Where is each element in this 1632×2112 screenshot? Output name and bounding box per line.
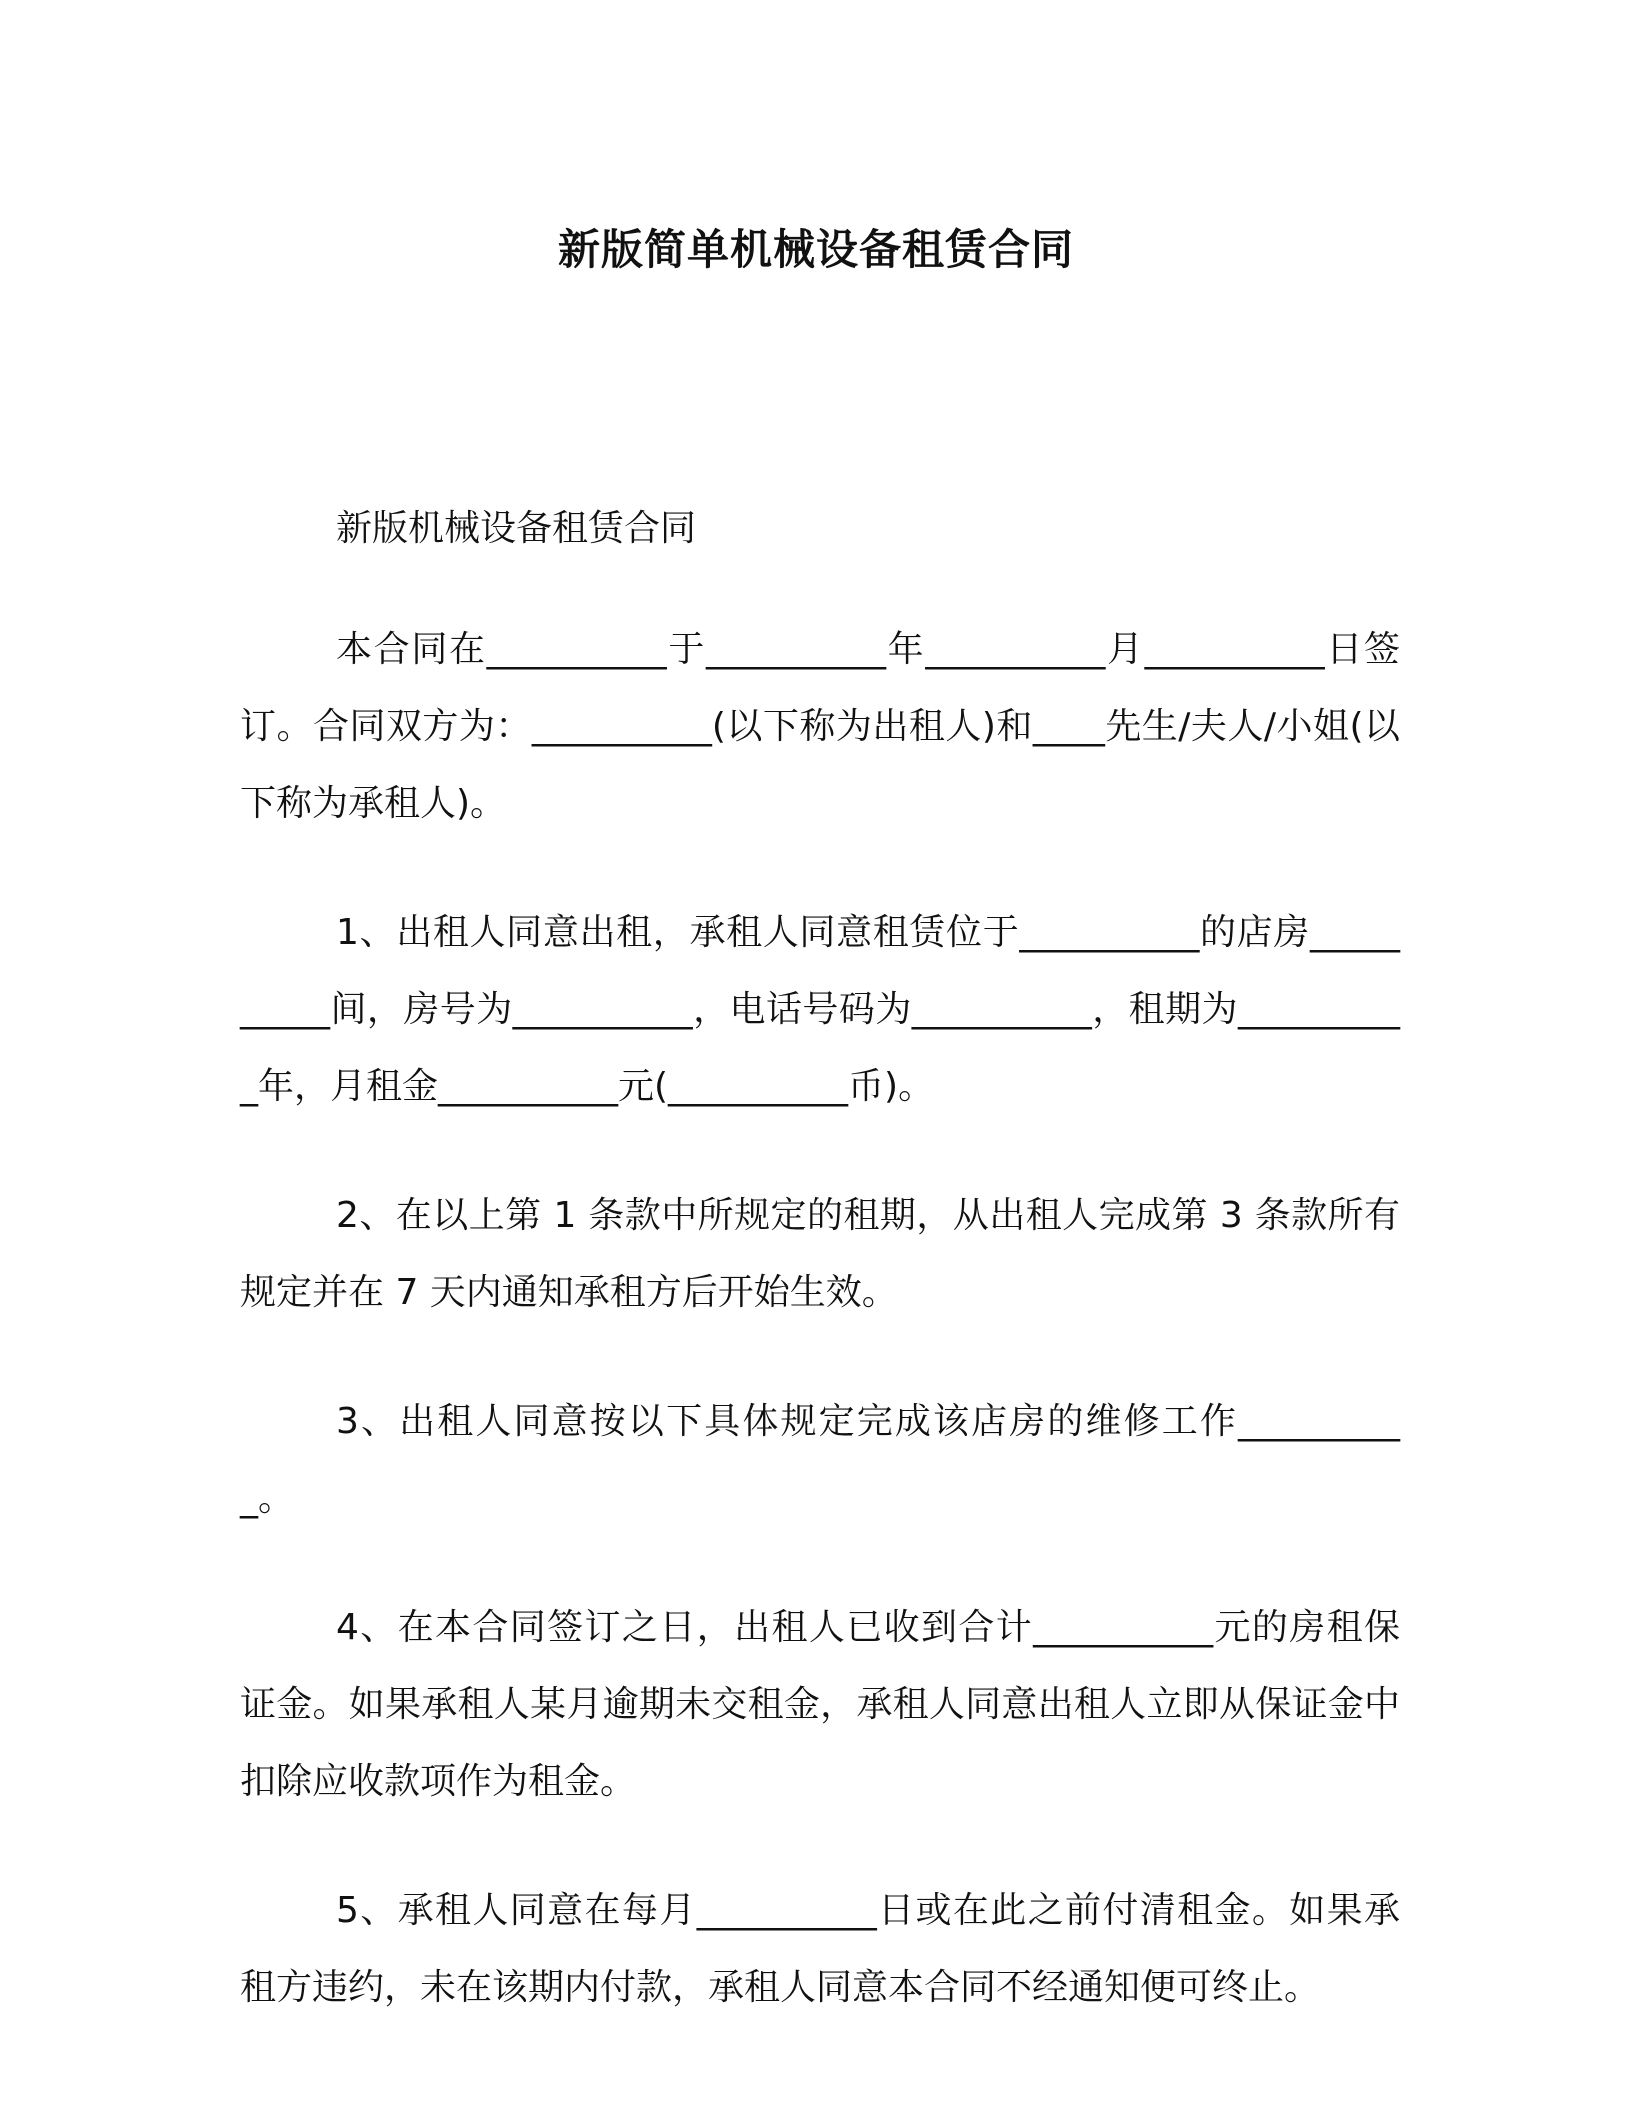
document-subtitle: 新版机械设备租赁合同 <box>336 508 697 549</box>
paragraph-preamble: 本合同在__________于__________年__________月__________日签订。合同双方为：__________(以下称为出租人)和____先生/夫人/小姐(以下称为承租人)。 <box>240 629 1400 824</box>
paragraph-clause-2: 2、在以上第 1 条款中所规定的租期，从出租人完成第 3 条款所有规定并在 7 天内通知承租方后开始生效。 <box>240 1195 1400 1313</box>
paragraph-clause-1: 1、出租人同意出租，承租人同意租赁位于__________的店房__________间，房号为__________，电话号码为__________，租期为__________年，月租金__________元(__________币)。 <box>240 912 1400 1107</box>
document-body <box>240 490 1400 2078</box>
paragraph-clause-5: 5、承租人同意在每月__________日或在此之前付清租金。如果承租方违约，未在该期内付款，承租人同意本合同不经通知便可终止。 <box>240 1890 1400 2008</box>
document-title: 新版简单机械设备租赁合同 <box>557 225 1074 274</box>
paragraph-clause-4: 4、在本合同签订之日，出租人已收到合计__________元的房租保证金。如果承租人某月逾期未交租金，承租人同意出租人立即从保证金中扣除应收款项作为租金。 <box>240 1607 1400 1802</box>
paragraph-clause-3: 3、出租人同意按以下具体规定完成该店房的维修工作__________。 <box>240 1401 1400 1519</box>
